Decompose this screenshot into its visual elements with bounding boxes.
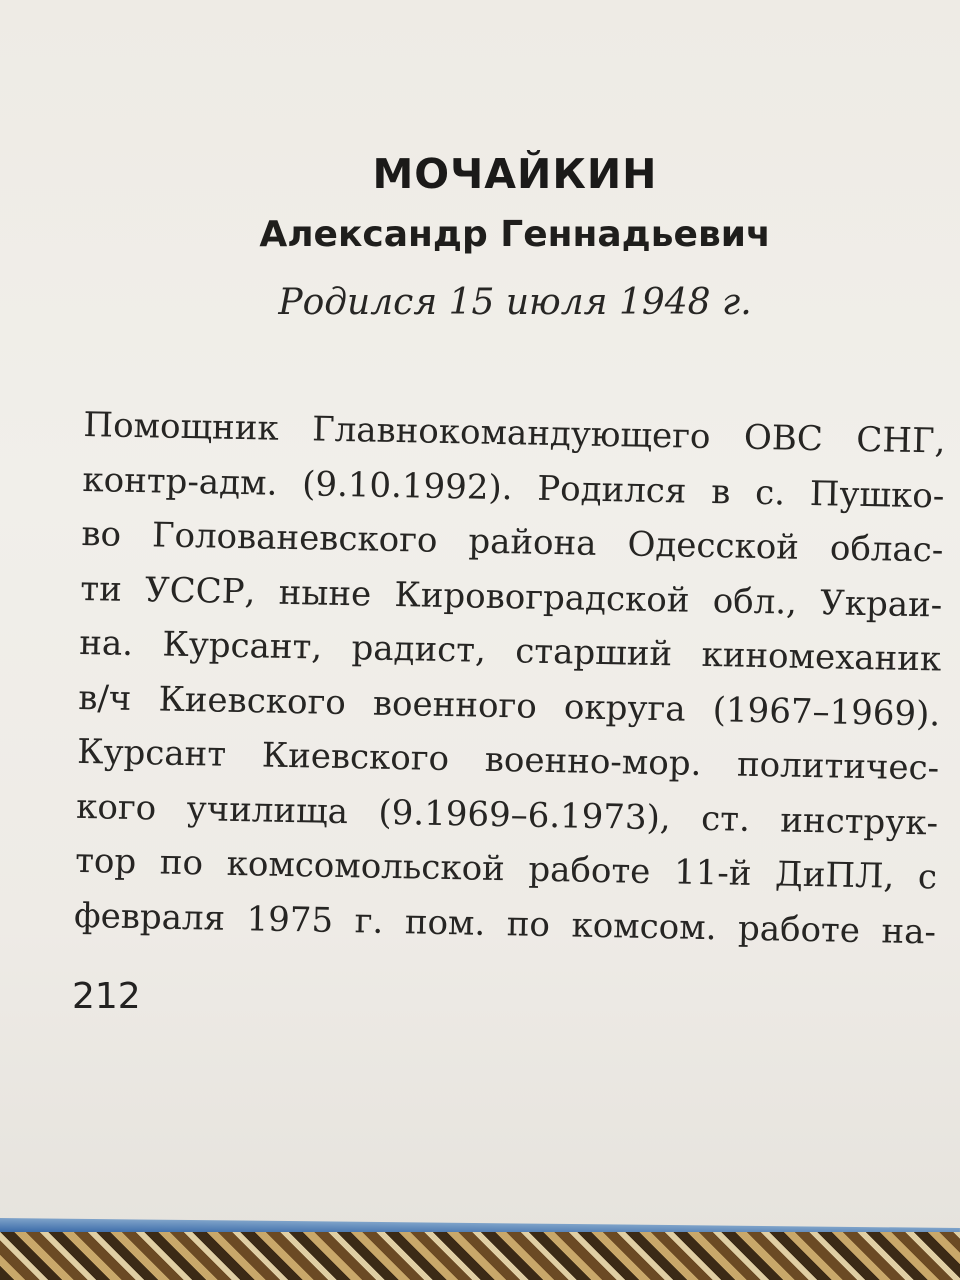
biography-line: кого училища (9.1969–6.1973), ст. инструк- xyxy=(75,786,939,843)
biography-line: во Голованевского района Одесской облас- xyxy=(81,513,944,571)
page-number: 212 xyxy=(72,976,141,1017)
biography-line: контр-адм. (9.10.1992). Родился в с. Пушко- xyxy=(82,459,945,517)
person-given-names: Александр Геннадьевич xyxy=(259,214,771,255)
biography-line: тор по комсомольской работе 11-й ДиПЛ, с xyxy=(74,840,938,898)
biography-line: ти УССР, ныне Кировоградской обл., Украи- xyxy=(79,568,943,626)
biography-line: февраля 1975 г. пом. по комсом. работе на- xyxy=(73,895,937,952)
biography-paragraph xyxy=(74,400,946,961)
carpet-background xyxy=(0,1232,960,1280)
birth-date: Родился 15 июля 1948 г. xyxy=(278,282,752,323)
biography-line: Помощник Главнокомандующего ОВС СНГ, xyxy=(83,404,946,462)
person-surname: МОЧАЙКИН xyxy=(372,150,658,198)
biography-line: на. Курсант, радист, старший киномеханик xyxy=(78,622,942,680)
biography-line: в/ч Киевского военного округа (1967–1969). xyxy=(77,677,941,734)
biography-line: Курсант Киевского военно-мор. политичес- xyxy=(76,731,940,789)
